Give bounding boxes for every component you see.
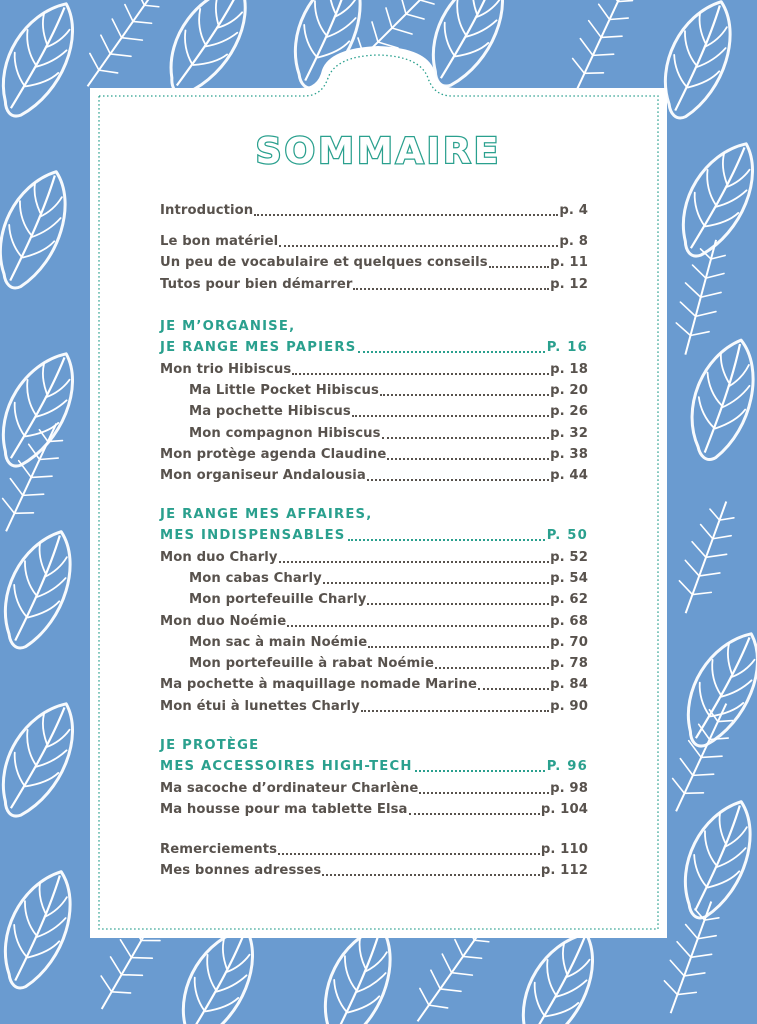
toc-entry-page: p. 11 xyxy=(550,255,588,271)
toc-entry-page: p. 104 xyxy=(540,801,588,817)
toc-entry-label: Mon compagnon Hibiscus xyxy=(189,425,381,441)
toc-entry[interactable] xyxy=(189,424,588,444)
toc-entry-label: Un peu de vocabulaire et quelques conseils xyxy=(160,255,488,271)
toc-entry[interactable] xyxy=(160,675,588,695)
toc-entry[interactable] xyxy=(160,275,588,295)
toc-entry-page: p. 12 xyxy=(550,276,588,292)
dot-leader xyxy=(435,667,549,669)
toc-entry-label: Ma pochette Hibiscus xyxy=(189,404,351,420)
toc-entry-page: p. 38 xyxy=(550,446,588,462)
toc-entry[interactable] xyxy=(160,548,588,568)
section-heading-line2: JE RANGE MES PAPIERS xyxy=(160,340,357,356)
toc-entry[interactable] xyxy=(160,840,588,860)
section-heading-line2: MES INDISPENSABLES xyxy=(160,528,346,544)
dot-leader xyxy=(323,582,549,584)
toc-entry[interactable] xyxy=(160,232,588,252)
toc-entry[interactable] xyxy=(160,360,588,380)
toc-entry[interactable] xyxy=(160,466,588,486)
dot-leader xyxy=(352,415,549,417)
toc-entry-page: p. 90 xyxy=(550,698,588,714)
section-heading-line2: MES ACCESSOIRES HIGH-TECH xyxy=(160,759,413,775)
toc-entry[interactable] xyxy=(189,569,588,589)
toc-entry-label: Mes bonnes adresses xyxy=(160,863,322,879)
dot-leader xyxy=(287,625,549,627)
toc-entry-page: p. 20 xyxy=(550,382,588,398)
section-heading-line1: JE RANGE MES AFFAIRES, xyxy=(160,507,373,522)
toc-entry-label: Le bon matériel xyxy=(160,234,279,249)
toc-entry-page: p. 112 xyxy=(540,863,588,879)
dot-leader xyxy=(358,351,544,353)
toc-entry[interactable] xyxy=(160,612,588,632)
toc-entry-label: Introduction xyxy=(160,203,254,218)
toc-entry-label: Mon sac à main Noémie xyxy=(189,634,368,650)
dot-leader xyxy=(367,479,549,481)
toc-entry-label: Mon étui à lunettes Charly xyxy=(160,698,360,714)
toc-entry-page: p. 78 xyxy=(550,656,588,672)
dot-leader xyxy=(348,539,545,541)
toc-entry[interactable] xyxy=(160,445,588,465)
dot-leader xyxy=(353,288,549,290)
section-page: P. 96 xyxy=(546,759,588,775)
dot-leader xyxy=(409,813,540,815)
dot-leader xyxy=(489,266,549,268)
section-heading[interactable] xyxy=(160,757,588,777)
toc-entry-page: p. 98 xyxy=(550,780,588,796)
dot-leader xyxy=(478,688,549,690)
section-heading[interactable] xyxy=(160,505,588,525)
dot-leader xyxy=(382,437,549,439)
toc-entry[interactable] xyxy=(160,253,588,273)
section-page: P. 16 xyxy=(546,340,588,356)
dot-leader xyxy=(367,603,549,605)
toc-entry[interactable] xyxy=(189,590,588,610)
toc-entry-label: Remerciements xyxy=(160,842,278,857)
section-page: P. 50 xyxy=(546,528,588,544)
toc-entry[interactable] xyxy=(189,381,588,401)
section-heading[interactable] xyxy=(160,736,588,756)
toc-entry-label: Ma sacoche d’ordinateur Charlène xyxy=(160,780,419,796)
toc-entry-label: Mon portefeuille à rabat Noémie xyxy=(189,656,435,672)
toc-entry-label: Mon protège agenda Claudine xyxy=(160,446,387,462)
section-heading[interactable] xyxy=(160,338,588,358)
dot-leader xyxy=(361,710,549,712)
toc-entry-label: Mon duo Charly xyxy=(160,549,278,565)
toc-entry-page: p. 8 xyxy=(559,234,588,249)
toc-entry[interactable] xyxy=(160,779,588,799)
toc-entry-page: p. 68 xyxy=(550,613,588,629)
dot-leader xyxy=(415,770,545,772)
toc-entry-page: p. 54 xyxy=(550,570,588,586)
toc-entry-label: Mon duo Noémie xyxy=(160,613,287,629)
toc-entry-page: p. 62 xyxy=(550,592,588,608)
toc-entry[interactable] xyxy=(189,402,588,422)
toc-entry-label: Mon trio Hibiscus xyxy=(160,361,292,377)
toc-entry[interactable] xyxy=(160,800,588,820)
toc-entry-page: p. 44 xyxy=(550,468,588,484)
toc-entry-page: p. 110 xyxy=(540,842,588,857)
dot-leader xyxy=(279,245,558,247)
toc-entry-label: Ma housse pour ma tablette Elsa xyxy=(160,801,408,817)
toc-entry[interactable] xyxy=(160,697,588,717)
toc-entry[interactable] xyxy=(160,861,588,881)
toc-entry[interactable] xyxy=(189,633,588,653)
toc-entry-page: p. 32 xyxy=(550,425,588,441)
section-heading-line1: JE M’ORGANISE, xyxy=(160,319,296,334)
dot-leader xyxy=(279,561,549,563)
section-heading[interactable] xyxy=(160,317,588,337)
toc-entry-page: p. 18 xyxy=(550,361,588,377)
dot-leader xyxy=(278,853,540,855)
toc-entry-label: Mon portefeuille Charly xyxy=(189,592,367,608)
section-heading-line1: JE PROTÈGE xyxy=(160,738,260,753)
dot-leader xyxy=(368,646,549,648)
toc-entry-page: p. 84 xyxy=(550,677,588,693)
dot-leader xyxy=(419,792,549,794)
toc-entry-page: p. 52 xyxy=(550,549,588,565)
page-title: SOMMAIRE xyxy=(255,131,502,172)
toc-entry-page: p. 26 xyxy=(550,404,588,420)
toc-entry-label: Mon organiseur Andalousia xyxy=(160,468,366,484)
toc-entry[interactable] xyxy=(160,201,588,221)
section-heading[interactable] xyxy=(160,526,588,546)
dot-leader xyxy=(254,214,558,216)
toc-entry-label: Ma Little Pocket Hibiscus xyxy=(189,382,379,398)
toc-entry-label: Ma pochette à maquillage nomade Marine xyxy=(160,677,478,693)
toc-entry-page: p. 4 xyxy=(559,203,588,218)
toc-entry[interactable] xyxy=(189,654,588,674)
dot-leader xyxy=(380,394,549,396)
dot-leader xyxy=(322,874,539,876)
dot-leader xyxy=(292,373,549,375)
toc-entry-label: Tutos pour bien démarrer xyxy=(160,276,353,292)
dot-leader xyxy=(387,458,549,460)
toc-entry-label: Mon cabas Charly xyxy=(189,570,322,586)
toc-entry-page: p. 70 xyxy=(550,634,588,650)
